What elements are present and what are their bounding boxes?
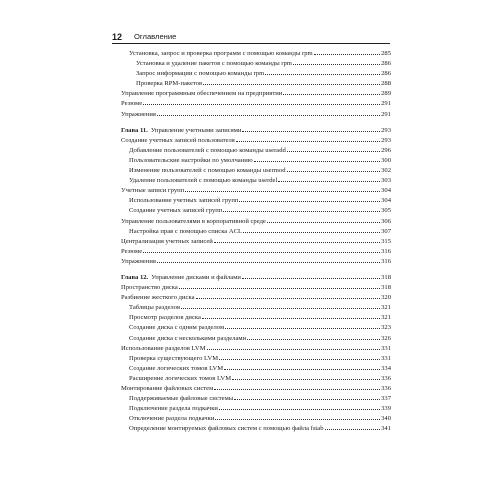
dot-leader <box>236 135 380 142</box>
toc-entry-text: Создание учетных записей групп <box>129 207 223 215</box>
toc-entry-text: Пользовательские настройки по умолчанию <box>129 156 253 164</box>
table-of-contents <box>121 48 391 433</box>
toc-page-number: 305 <box>381 207 391 215</box>
dot-leader <box>232 373 380 380</box>
toc-page-number: 296 <box>381 146 391 154</box>
toc-entry <box>121 246 391 256</box>
toc-chapter <box>121 272 391 282</box>
toc-page-number: 286 <box>381 60 391 68</box>
toc-entry-label <box>136 79 202 89</box>
dot-leader <box>242 272 380 279</box>
toc-page-number: 316 <box>381 257 391 265</box>
toc-page-number: 307 <box>381 227 391 235</box>
toc-entry <box>121 302 391 312</box>
toc-page-number: 339 <box>381 405 391 413</box>
toc-entry <box>121 205 391 215</box>
toc-entry-label <box>121 110 156 120</box>
toc-entry <box>121 135 391 145</box>
dot-leader <box>287 145 380 152</box>
dot-leader <box>214 236 380 243</box>
toc-page-number: 302 <box>381 167 391 175</box>
dot-leader <box>207 343 381 350</box>
toc-entry <box>121 78 391 88</box>
toc-page-number: 318 <box>381 273 391 281</box>
toc-entry-text: Управление программным обеспечением на предприятии <box>121 90 283 98</box>
dot-leader <box>325 423 381 430</box>
dot-leader <box>224 363 380 370</box>
toc-entry-text: Использование разделов LVM <box>121 344 206 352</box>
toc-page-number: 337 <box>381 395 391 403</box>
dot-leader <box>157 109 380 116</box>
toc-entry-label <box>129 166 286 176</box>
toc-entry <box>121 333 391 343</box>
toc-entry <box>121 423 391 433</box>
toc-entry-text: Резюме <box>121 247 143 255</box>
toc-entry-label <box>129 313 201 323</box>
dot-leader <box>234 393 380 400</box>
toc-entry <box>121 185 391 195</box>
toc-entry-text: Проверка RPM-пакетов <box>136 80 203 88</box>
toc-page-number: 291 <box>381 110 391 118</box>
toc-entry-text: Расширение логических томов LVM <box>129 374 232 382</box>
toc-entry-text: Создание диска с несколькими разделами <box>129 334 247 342</box>
toc-page-number: 286 <box>381 70 391 78</box>
toc-entry <box>121 88 391 98</box>
chapter-number: Глава 12. <box>121 273 149 281</box>
toc-page-number: 304 <box>381 197 391 205</box>
toc-entry-label <box>121 99 142 109</box>
toc-entry <box>121 195 391 205</box>
dot-leader <box>214 383 380 390</box>
dot-leader <box>181 302 380 309</box>
toc-entry <box>121 226 391 236</box>
toc-entry <box>121 155 391 165</box>
toc-entry-text: Упражнения <box>121 257 156 265</box>
dot-leader <box>314 48 380 55</box>
toc-entry-label <box>129 156 253 166</box>
dot-leader <box>179 282 380 289</box>
toc-entry-text: Установка, запрос и проверка программ с помощью команды rpm <box>129 50 313 57</box>
toc-entry <box>121 363 391 373</box>
toc-entry-label <box>129 404 218 414</box>
toc-entry <box>121 48 391 58</box>
toc-entry-text: Разбиение жесткого диска <box>121 294 195 302</box>
toc-page-number: 331 <box>381 354 391 362</box>
dot-leader <box>143 98 380 105</box>
toc-entry-text: Упражнения <box>121 110 156 118</box>
toc-entry-text: Настройка прав с помощью списка ACL <box>129 227 243 235</box>
toc-entry-label <box>129 196 238 206</box>
chapter-number: Глава 11. <box>121 126 148 134</box>
dot-leader <box>143 246 380 253</box>
toc-entry <box>121 312 391 322</box>
toc-entry-text: Резюме <box>121 100 143 108</box>
dot-leader <box>219 353 380 360</box>
toc-entry-text: Монтирование файловых систем <box>121 385 214 392</box>
toc-entry <box>121 282 391 292</box>
toc-page-number: 293 <box>381 136 391 144</box>
toc-entry-text: Подключение раздела подкачки <box>129 405 218 413</box>
toc-page-number: 306 <box>381 217 391 225</box>
toc-entry <box>121 353 391 363</box>
toc-entry-label <box>121 136 235 146</box>
toc-entry-label <box>129 303 180 313</box>
toc-page-number: 336 <box>381 385 391 392</box>
toc-entry <box>121 145 391 155</box>
dot-leader <box>223 205 380 212</box>
toc-page-number: 318 <box>381 284 391 292</box>
toc-entry-label <box>121 344 206 354</box>
toc-entry-text: Запрос информации с помощью команды rpm <box>136 70 265 78</box>
toc-entry <box>121 322 391 332</box>
toc-entry-text: Удаление пользователей с помощью команды userdel <box>129 177 278 185</box>
toc-page-number: 321 <box>381 314 391 322</box>
toc-entry <box>121 175 391 185</box>
toc-page-number: 289 <box>381 90 391 98</box>
dot-leader <box>215 413 380 420</box>
toc-entry <box>121 109 391 119</box>
dot-leader <box>283 88 380 95</box>
dot-leader <box>254 155 380 162</box>
dot-leader <box>225 322 380 329</box>
toc-entry-text: Определение монтируемых файловых систем с помощью файла fstab <box>129 425 324 433</box>
toc-entry <box>121 413 391 423</box>
dot-leader <box>219 403 380 410</box>
dot-leader <box>239 195 380 202</box>
toc-page-number: 293 <box>381 126 391 134</box>
dot-leader <box>278 175 380 182</box>
dot-leader <box>267 216 380 223</box>
dot-leader <box>265 68 380 75</box>
page-number: 12 <box>112 32 123 42</box>
toc-page-number: 334 <box>381 364 391 372</box>
toc-entry-label <box>121 384 213 394</box>
toc-entry-text: Пространство диска <box>121 284 178 292</box>
toc-page-number: 323 <box>381 324 391 332</box>
toc-page-number: 303 <box>381 177 391 185</box>
toc-page-number: 300 <box>381 156 391 164</box>
toc-entry <box>121 165 391 175</box>
toc-entry-text: Просмотр разделов диска <box>129 314 201 322</box>
toc-entry <box>121 98 391 108</box>
toc-entry-text: Создание диска с одним разделом <box>129 324 225 332</box>
toc-page-number: 291 <box>381 100 391 108</box>
dot-leader <box>196 292 381 299</box>
dot-leader <box>157 256 380 263</box>
toc-entry-label <box>121 257 156 267</box>
toc-entry-label <box>121 247 142 257</box>
toc-entry-label <box>121 283 178 293</box>
toc-entry <box>121 343 391 353</box>
toc-page-number: 331 <box>381 344 391 352</box>
toc-entry-text: Учетные записи групп <box>121 187 185 195</box>
page-title: Оглавление <box>134 32 177 41</box>
toc-entry-label <box>129 394 233 404</box>
dot-leader <box>203 78 380 85</box>
dot-leader <box>185 185 380 192</box>
toc-entry-text: Управление дисками и файлами <box>151 273 241 281</box>
toc-page-number: 315 <box>381 237 391 245</box>
toc-entry-text: Установка и удаление пакетов с помощью команды rpm <box>136 60 292 68</box>
toc-entry-text: Централизация учетных записей <box>121 237 213 245</box>
toc-entry-text: Управление пользователями в корпоративной среде <box>121 217 266 225</box>
toc-entry-label <box>121 186 184 196</box>
toc-entry-text: Отключение раздела подкачки <box>129 415 215 423</box>
toc-entry-label <box>129 414 214 424</box>
toc-page-number: 316 <box>381 247 391 255</box>
toc-entry <box>121 58 391 68</box>
toc-entry-text: Управление учетными записями <box>150 126 242 134</box>
toc-entry <box>121 383 391 393</box>
toc-entry-text: Использование учетных записей групп <box>129 197 239 205</box>
toc-entry <box>121 393 391 403</box>
toc-page-number: 285 <box>381 50 391 57</box>
dot-leader <box>287 165 381 172</box>
page-header <box>112 29 390 44</box>
toc-entry-text: Проверка существующего LVM <box>129 354 219 362</box>
toc-page-number: 340 <box>381 415 391 423</box>
toc-chapter <box>121 125 391 135</box>
toc-entry <box>121 373 391 383</box>
toc-entry-label <box>129 364 223 374</box>
toc-entry-text: Создание логических томов LVM <box>129 364 224 372</box>
toc-page-number: 321 <box>381 304 391 312</box>
toc-entry <box>121 68 391 78</box>
toc-page-number: 288 <box>381 80 391 88</box>
toc-page-number: 341 <box>381 425 391 433</box>
toc-entry-label <box>129 206 222 216</box>
toc-entry-label <box>129 323 224 333</box>
toc-entry-text: Поддерживаемые файловые системы <box>129 395 234 403</box>
toc-entry-label <box>121 126 241 136</box>
toc-entry <box>121 403 391 413</box>
dot-leader <box>293 58 380 65</box>
toc-entry-text: Добавление пользователей с помощью команды useradd <box>129 146 286 154</box>
dot-leader <box>243 226 380 233</box>
dot-leader <box>202 312 380 319</box>
toc-entry-label <box>129 49 313 59</box>
toc-entry <box>121 236 391 246</box>
toc-page-number: 326 <box>381 334 391 342</box>
dot-leader <box>242 125 380 132</box>
toc-entry <box>121 216 391 226</box>
dot-leader <box>247 333 380 340</box>
toc-page-number: 304 <box>381 187 391 195</box>
toc-page-number: 320 <box>381 294 391 302</box>
toc-entry-text: Изменение пользователей с помощью команды usermod <box>129 167 286 175</box>
toc-entry-label <box>129 354 218 364</box>
toc-page-number: 336 <box>381 374 391 382</box>
toc-entry-text: Таблицы разделов <box>129 304 181 312</box>
toc-entry-label <box>129 424 324 434</box>
toc-entry <box>121 292 391 302</box>
toc-entry-text: Создание учетных записей пользователя <box>121 136 235 144</box>
toc-entry <box>121 256 391 266</box>
